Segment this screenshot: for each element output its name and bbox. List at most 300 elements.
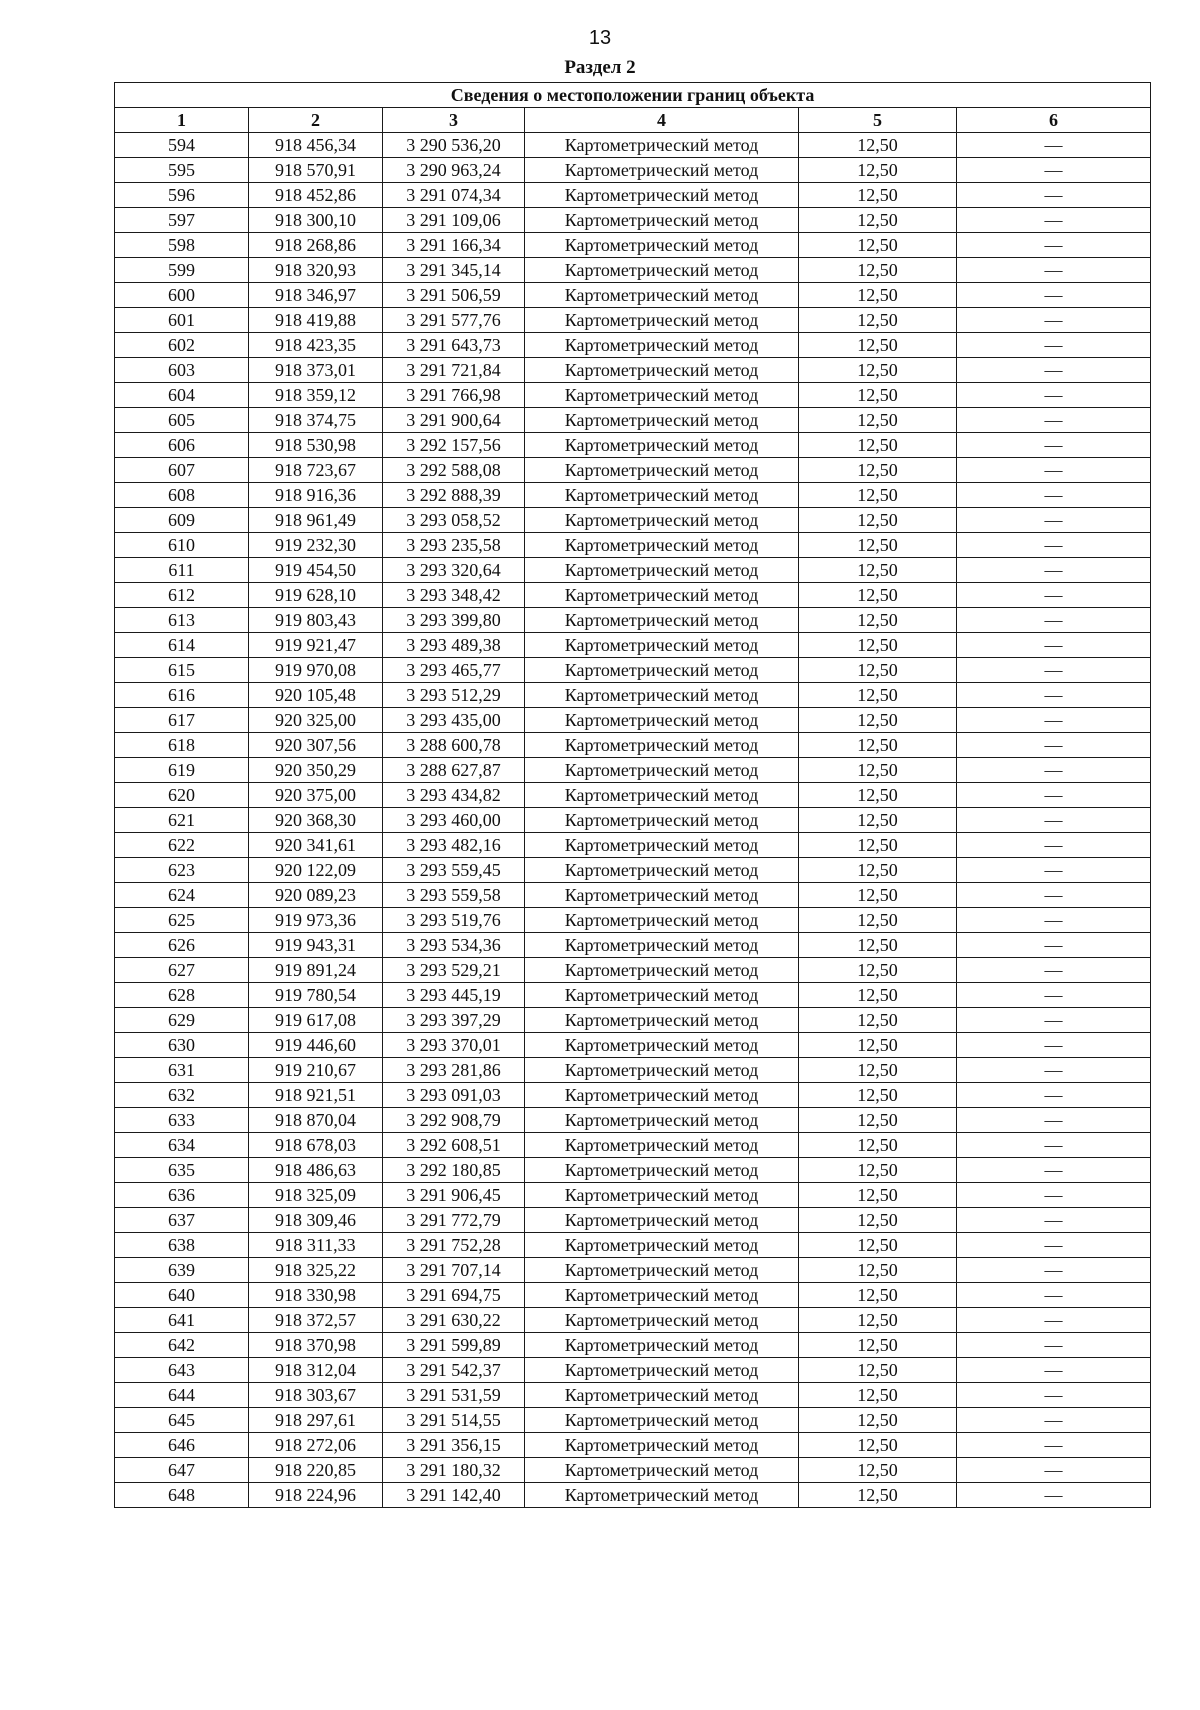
method-cell: Картометрический метод (525, 458, 799, 483)
y-coordinate-cell: 3 293 489,38 (383, 633, 525, 658)
table-row (115, 183, 1151, 208)
x-coordinate-cell: 918 268,86 (249, 233, 383, 258)
method-cell: Картометрический метод (525, 808, 799, 833)
x-coordinate-cell: 919 780,54 (249, 983, 383, 1008)
table-row (115, 608, 1151, 633)
point-number-cell: 641 (115, 1308, 249, 1333)
x-coordinate-cell: 919 446,60 (249, 1033, 383, 1058)
method-cell: Картометрический метод (525, 408, 799, 433)
column-number-1: 1 (115, 108, 249, 133)
y-coordinate-cell: 3 291 752,28 (383, 1233, 525, 1258)
point-number-cell: 598 (115, 233, 249, 258)
column-number-4: 4 (525, 108, 799, 133)
x-coordinate-cell: 919 454,50 (249, 558, 383, 583)
accuracy-cell: 12,50 (799, 433, 957, 458)
description-cell: — (957, 508, 1151, 533)
method-cell: Картометрический метод (525, 1408, 799, 1433)
y-coordinate-cell: 3 292 908,79 (383, 1108, 525, 1133)
accuracy-cell: 12,50 (799, 733, 957, 758)
table-row (115, 308, 1151, 333)
table-row (115, 533, 1151, 558)
table-row (115, 383, 1151, 408)
table-row (115, 433, 1151, 458)
table-title: Сведения о местоположении границ объекта (115, 83, 1151, 108)
description-cell: — (957, 383, 1151, 408)
x-coordinate-cell: 918 570,91 (249, 158, 383, 183)
description-cell: — (957, 1483, 1151, 1508)
method-cell: Картометрический метод (525, 608, 799, 633)
x-coordinate-cell: 920 122,09 (249, 858, 383, 883)
accuracy-cell: 12,50 (799, 533, 957, 558)
accuracy-cell: 12,50 (799, 1058, 957, 1083)
method-cell: Картометрический метод (525, 158, 799, 183)
accuracy-cell: 12,50 (799, 308, 957, 333)
point-number-cell: 638 (115, 1233, 249, 1258)
point-number-cell: 611 (115, 558, 249, 583)
point-number-cell: 623 (115, 858, 249, 883)
accuracy-cell: 12,50 (799, 783, 957, 808)
column-number-6: 6 (957, 108, 1151, 133)
x-coordinate-cell: 919 921,47 (249, 633, 383, 658)
description-cell: — (957, 933, 1151, 958)
accuracy-cell: 12,50 (799, 1308, 957, 1333)
table-row (115, 283, 1151, 308)
table-row (115, 458, 1151, 483)
method-cell: Картометрический метод (525, 358, 799, 383)
method-cell: Картометрический метод (525, 308, 799, 333)
x-coordinate-cell: 918 220,85 (249, 1458, 383, 1483)
point-number-cell: 621 (115, 808, 249, 833)
x-coordinate-cell: 918 452,86 (249, 183, 383, 208)
point-number-cell: 608 (115, 483, 249, 508)
description-cell: — (957, 1458, 1151, 1483)
y-coordinate-cell: 3 293 559,58 (383, 883, 525, 908)
point-number-cell: 619 (115, 758, 249, 783)
y-coordinate-cell: 3 291 514,55 (383, 1408, 525, 1433)
y-coordinate-cell: 3 291 630,22 (383, 1308, 525, 1333)
table-title-row (115, 83, 1151, 108)
x-coordinate-cell: 918 530,98 (249, 433, 383, 458)
point-number-cell: 628 (115, 983, 249, 1008)
point-number-cell: 642 (115, 1333, 249, 1358)
x-coordinate-cell: 919 891,24 (249, 958, 383, 983)
description-cell: — (957, 183, 1151, 208)
y-coordinate-cell: 3 291 900,64 (383, 408, 525, 433)
method-cell: Картометрический метод (525, 383, 799, 408)
description-cell: — (957, 483, 1151, 508)
x-coordinate-cell: 920 307,56 (249, 733, 383, 758)
accuracy-cell: 12,50 (799, 1483, 957, 1508)
accuracy-cell: 12,50 (799, 633, 957, 658)
x-coordinate-cell: 918 320,93 (249, 258, 383, 283)
accuracy-cell: 12,50 (799, 908, 957, 933)
boundary-coordinates-table (114, 82, 1151, 1508)
accuracy-cell: 12,50 (799, 933, 957, 958)
method-cell: Картометрический метод (525, 533, 799, 558)
x-coordinate-cell: 918 330,98 (249, 1283, 383, 1308)
method-cell: Картометрический метод (525, 1358, 799, 1383)
point-number-cell: 647 (115, 1458, 249, 1483)
point-number-cell: 646 (115, 1433, 249, 1458)
method-cell: Картометрический метод (525, 1058, 799, 1083)
y-coordinate-cell: 3 292 608,51 (383, 1133, 525, 1158)
point-number-cell: 594 (115, 133, 249, 158)
description-cell: — (957, 733, 1151, 758)
table-row (115, 1033, 1151, 1058)
method-cell: Картометрический метод (525, 1133, 799, 1158)
description-cell: — (957, 1433, 1151, 1458)
table-row (115, 208, 1151, 233)
y-coordinate-cell: 3 292 588,08 (383, 458, 525, 483)
point-number-cell: 631 (115, 1058, 249, 1083)
table-row (115, 1408, 1151, 1433)
y-coordinate-cell: 3 293 348,42 (383, 583, 525, 608)
y-coordinate-cell: 3 291 074,34 (383, 183, 525, 208)
y-coordinate-cell: 3 291 599,89 (383, 1333, 525, 1358)
point-number-cell: 599 (115, 258, 249, 283)
description-cell: — (957, 1408, 1151, 1433)
y-coordinate-cell: 3 292 157,56 (383, 433, 525, 458)
method-cell: Картометрический метод (525, 433, 799, 458)
description-cell: — (957, 833, 1151, 858)
y-coordinate-cell: 3 291 142,40 (383, 1483, 525, 1508)
point-number-cell: 595 (115, 158, 249, 183)
table-body (115, 133, 1151, 1508)
description-cell: — (957, 133, 1151, 158)
point-number-cell: 645 (115, 1408, 249, 1433)
accuracy-cell: 12,50 (799, 883, 957, 908)
description-cell: — (957, 208, 1151, 233)
description-cell: — (957, 1358, 1151, 1383)
accuracy-cell: 12,50 (799, 1133, 957, 1158)
table-row (115, 958, 1151, 983)
point-number-cell: 614 (115, 633, 249, 658)
accuracy-cell: 12,50 (799, 358, 957, 383)
section-title: Раздел 2 (564, 57, 636, 78)
table-row (115, 1383, 1151, 1408)
accuracy-cell: 12,50 (799, 583, 957, 608)
description-cell: — (957, 308, 1151, 333)
accuracy-cell: 12,50 (799, 508, 957, 533)
point-number-cell: 635 (115, 1158, 249, 1183)
table-row (115, 1108, 1151, 1133)
method-cell: Картометрический метод (525, 783, 799, 808)
method-cell: Картометрический метод (525, 1383, 799, 1408)
point-number-cell: 636 (115, 1183, 249, 1208)
y-coordinate-cell: 3 293 465,77 (383, 658, 525, 683)
x-coordinate-cell: 918 224,96 (249, 1483, 383, 1508)
table-row (115, 733, 1151, 758)
point-number-cell: 640 (115, 1283, 249, 1308)
accuracy-cell: 12,50 (799, 808, 957, 833)
method-cell: Картометрический метод (525, 883, 799, 908)
x-coordinate-cell: 918 916,36 (249, 483, 383, 508)
y-coordinate-cell: 3 291 906,45 (383, 1183, 525, 1208)
table-row (115, 483, 1151, 508)
accuracy-cell: 12,50 (799, 233, 957, 258)
description-cell: — (957, 1108, 1151, 1133)
method-cell: Картометрический метод (525, 1183, 799, 1208)
method-cell: Картометрический метод (525, 333, 799, 358)
x-coordinate-cell: 918 312,04 (249, 1358, 383, 1383)
point-number-cell: 625 (115, 908, 249, 933)
accuracy-cell: 12,50 (799, 683, 957, 708)
accuracy-cell: 12,50 (799, 333, 957, 358)
table-row (115, 1058, 1151, 1083)
accuracy-cell: 12,50 (799, 183, 957, 208)
table-row (115, 1258, 1151, 1283)
x-coordinate-cell: 918 423,35 (249, 333, 383, 358)
point-number-cell: 604 (115, 383, 249, 408)
table-row (115, 1233, 1151, 1258)
column-number-3: 3 (383, 108, 525, 133)
x-coordinate-cell: 918 303,67 (249, 1383, 383, 1408)
y-coordinate-cell: 3 293 460,00 (383, 808, 525, 833)
method-cell: Картометрический метод (525, 633, 799, 658)
table-row (115, 633, 1151, 658)
accuracy-cell: 12,50 (799, 458, 957, 483)
table-row (115, 408, 1151, 433)
y-coordinate-cell: 3 290 536,20 (383, 133, 525, 158)
description-cell: — (957, 783, 1151, 808)
description-cell: — (957, 1233, 1151, 1258)
method-cell: Картометрический метод (525, 1233, 799, 1258)
method-cell: Картометрический метод (525, 933, 799, 958)
x-coordinate-cell: 918 309,46 (249, 1208, 383, 1233)
method-cell: Картометрический метод (525, 483, 799, 508)
method-cell: Картометрический метод (525, 983, 799, 1008)
point-number-cell: 601 (115, 308, 249, 333)
y-coordinate-cell: 3 293 482,16 (383, 833, 525, 858)
x-coordinate-cell: 918 372,57 (249, 1308, 383, 1333)
method-cell: Картометрический метод (525, 208, 799, 233)
description-cell: — (957, 1183, 1151, 1208)
description-cell: — (957, 1083, 1151, 1108)
description-cell: — (957, 658, 1151, 683)
table-row (115, 1208, 1151, 1233)
accuracy-cell: 12,50 (799, 1383, 957, 1408)
y-coordinate-cell: 3 288 600,78 (383, 733, 525, 758)
description-cell: — (957, 608, 1151, 633)
description-cell: — (957, 1133, 1151, 1158)
method-cell: Картометрический метод (525, 283, 799, 308)
method-cell: Картометрический метод (525, 1083, 799, 1108)
description-cell: — (957, 1208, 1151, 1233)
description-cell: — (957, 1283, 1151, 1308)
method-cell: Картометрический метод (525, 1158, 799, 1183)
method-cell: Картометрический метод (525, 1458, 799, 1483)
y-coordinate-cell: 3 293 320,64 (383, 558, 525, 583)
description-cell: — (957, 408, 1151, 433)
accuracy-cell: 12,50 (799, 483, 957, 508)
x-coordinate-cell: 919 210,67 (249, 1058, 383, 1083)
accuracy-cell: 12,50 (799, 1208, 957, 1233)
description-cell: — (957, 633, 1151, 658)
accuracy-cell: 12,50 (799, 858, 957, 883)
table-row (115, 833, 1151, 858)
y-coordinate-cell: 3 291 542,37 (383, 1358, 525, 1383)
y-coordinate-cell: 3 293 434,82 (383, 783, 525, 808)
accuracy-cell: 12,50 (799, 658, 957, 683)
point-number-cell: 597 (115, 208, 249, 233)
x-coordinate-cell: 920 325,00 (249, 708, 383, 733)
method-cell: Картометрический метод (525, 1208, 799, 1233)
y-coordinate-cell: 3 293 445,19 (383, 983, 525, 1008)
y-coordinate-cell: 3 291 109,06 (383, 208, 525, 233)
y-coordinate-cell: 3 293 235,58 (383, 533, 525, 558)
x-coordinate-cell: 919 232,30 (249, 533, 383, 558)
accuracy-cell: 12,50 (799, 1258, 957, 1283)
description-cell: — (957, 158, 1151, 183)
method-cell: Картометрический метод (525, 1308, 799, 1333)
y-coordinate-cell: 3 293 559,45 (383, 858, 525, 883)
accuracy-cell: 12,50 (799, 1408, 957, 1433)
accuracy-cell: 12,50 (799, 408, 957, 433)
point-number-cell: 609 (115, 508, 249, 533)
method-cell: Картометрический метод (525, 658, 799, 683)
x-coordinate-cell: 919 970,08 (249, 658, 383, 683)
accuracy-cell: 12,50 (799, 558, 957, 583)
x-coordinate-cell: 918 346,97 (249, 283, 383, 308)
y-coordinate-cell: 3 291 577,76 (383, 308, 525, 333)
description-cell: — (957, 683, 1151, 708)
x-coordinate-cell: 918 486,63 (249, 1158, 383, 1183)
accuracy-cell: 12,50 (799, 958, 957, 983)
point-number-cell: 603 (115, 358, 249, 383)
y-coordinate-cell: 3 291 531,59 (383, 1383, 525, 1408)
table-row (115, 1158, 1151, 1183)
accuracy-cell: 12,50 (799, 758, 957, 783)
accuracy-cell: 12,50 (799, 133, 957, 158)
table-row (115, 783, 1151, 808)
point-number-cell: 624 (115, 883, 249, 908)
y-coordinate-cell: 3 291 721,84 (383, 358, 525, 383)
method-cell: Картометрический метод (525, 1283, 799, 1308)
point-number-cell: 605 (115, 408, 249, 433)
table-row (115, 258, 1151, 283)
description-cell: — (957, 1383, 1151, 1408)
method-cell: Картометрический метод (525, 958, 799, 983)
point-number-cell: 617 (115, 708, 249, 733)
table-row (115, 1083, 1151, 1108)
column-number-2: 2 (249, 108, 383, 133)
method-cell: Картометрический метод (525, 1033, 799, 1058)
accuracy-cell: 12,50 (799, 608, 957, 633)
description-cell: — (957, 358, 1151, 383)
method-cell: Картометрический метод (525, 708, 799, 733)
page-number: 13 (588, 27, 612, 49)
column-number-5: 5 (799, 108, 957, 133)
accuracy-cell: 12,50 (799, 1358, 957, 1383)
description-cell: — (957, 983, 1151, 1008)
table-row (115, 658, 1151, 683)
description-cell: — (957, 233, 1151, 258)
description-cell: — (957, 533, 1151, 558)
point-number-cell: 613 (115, 608, 249, 633)
y-coordinate-cell: 3 293 397,29 (383, 1008, 525, 1033)
point-number-cell: 615 (115, 658, 249, 683)
table-row (115, 758, 1151, 783)
y-coordinate-cell: 3 291 694,75 (383, 1283, 525, 1308)
x-coordinate-cell: 919 973,36 (249, 908, 383, 933)
description-cell: — (957, 333, 1151, 358)
y-coordinate-cell: 3 291 643,73 (383, 333, 525, 358)
x-coordinate-cell: 918 419,88 (249, 308, 383, 333)
method-cell: Картометрический метод (525, 1433, 799, 1458)
table-row (115, 908, 1151, 933)
method-cell: Картометрический метод (525, 133, 799, 158)
method-cell: Картометрический метод (525, 583, 799, 608)
y-coordinate-cell: 3 292 888,39 (383, 483, 525, 508)
accuracy-cell: 12,50 (799, 383, 957, 408)
point-number-cell: 633 (115, 1108, 249, 1133)
accuracy-cell: 12,50 (799, 708, 957, 733)
point-number-cell: 612 (115, 583, 249, 608)
x-coordinate-cell: 918 359,12 (249, 383, 383, 408)
description-cell: — (957, 1158, 1151, 1183)
x-coordinate-cell: 918 370,98 (249, 1333, 383, 1358)
description-cell: — (957, 808, 1151, 833)
table-row (115, 1133, 1151, 1158)
y-coordinate-cell: 3 293 281,86 (383, 1058, 525, 1083)
x-coordinate-cell: 920 375,00 (249, 783, 383, 808)
x-coordinate-cell: 918 961,49 (249, 508, 383, 533)
description-cell: — (957, 708, 1151, 733)
point-number-cell: 627 (115, 958, 249, 983)
method-cell: Картометрический метод (525, 733, 799, 758)
description-cell: — (957, 883, 1151, 908)
x-coordinate-cell: 920 105,48 (249, 683, 383, 708)
point-number-cell: 634 (115, 1133, 249, 1158)
table-header (115, 83, 1151, 133)
table-row (115, 1283, 1151, 1308)
table-row (115, 1458, 1151, 1483)
accuracy-cell: 12,50 (799, 283, 957, 308)
y-coordinate-cell: 3 293 058,52 (383, 508, 525, 533)
point-number-cell: 606 (115, 433, 249, 458)
table-row (115, 883, 1151, 908)
table-row (115, 683, 1151, 708)
description-cell: — (957, 433, 1151, 458)
x-coordinate-cell: 918 678,03 (249, 1133, 383, 1158)
accuracy-cell: 12,50 (799, 1333, 957, 1358)
x-coordinate-cell: 918 921,51 (249, 1083, 383, 1108)
description-cell: — (957, 583, 1151, 608)
accuracy-cell: 12,50 (799, 1183, 957, 1208)
y-coordinate-cell: 3 290 963,24 (383, 158, 525, 183)
description-cell: — (957, 558, 1151, 583)
y-coordinate-cell: 3 293 534,36 (383, 933, 525, 958)
method-cell: Картометрический метод (525, 908, 799, 933)
accuracy-cell: 12,50 (799, 1008, 957, 1033)
description-cell: — (957, 908, 1151, 933)
table-row (115, 1183, 1151, 1208)
accuracy-cell: 12,50 (799, 258, 957, 283)
column-numbers-row (115, 108, 1151, 133)
x-coordinate-cell: 918 456,34 (249, 133, 383, 158)
y-coordinate-cell: 3 293 529,21 (383, 958, 525, 983)
point-number-cell: 629 (115, 1008, 249, 1033)
y-coordinate-cell: 3 293 435,00 (383, 708, 525, 733)
description-cell: — (957, 758, 1151, 783)
x-coordinate-cell: 919 943,31 (249, 933, 383, 958)
x-coordinate-cell: 919 628,10 (249, 583, 383, 608)
y-coordinate-cell: 3 291 707,14 (383, 1258, 525, 1283)
point-number-cell: 610 (115, 533, 249, 558)
y-coordinate-cell: 3 291 180,32 (383, 1458, 525, 1483)
table-row (115, 708, 1151, 733)
description-cell: — (957, 958, 1151, 983)
